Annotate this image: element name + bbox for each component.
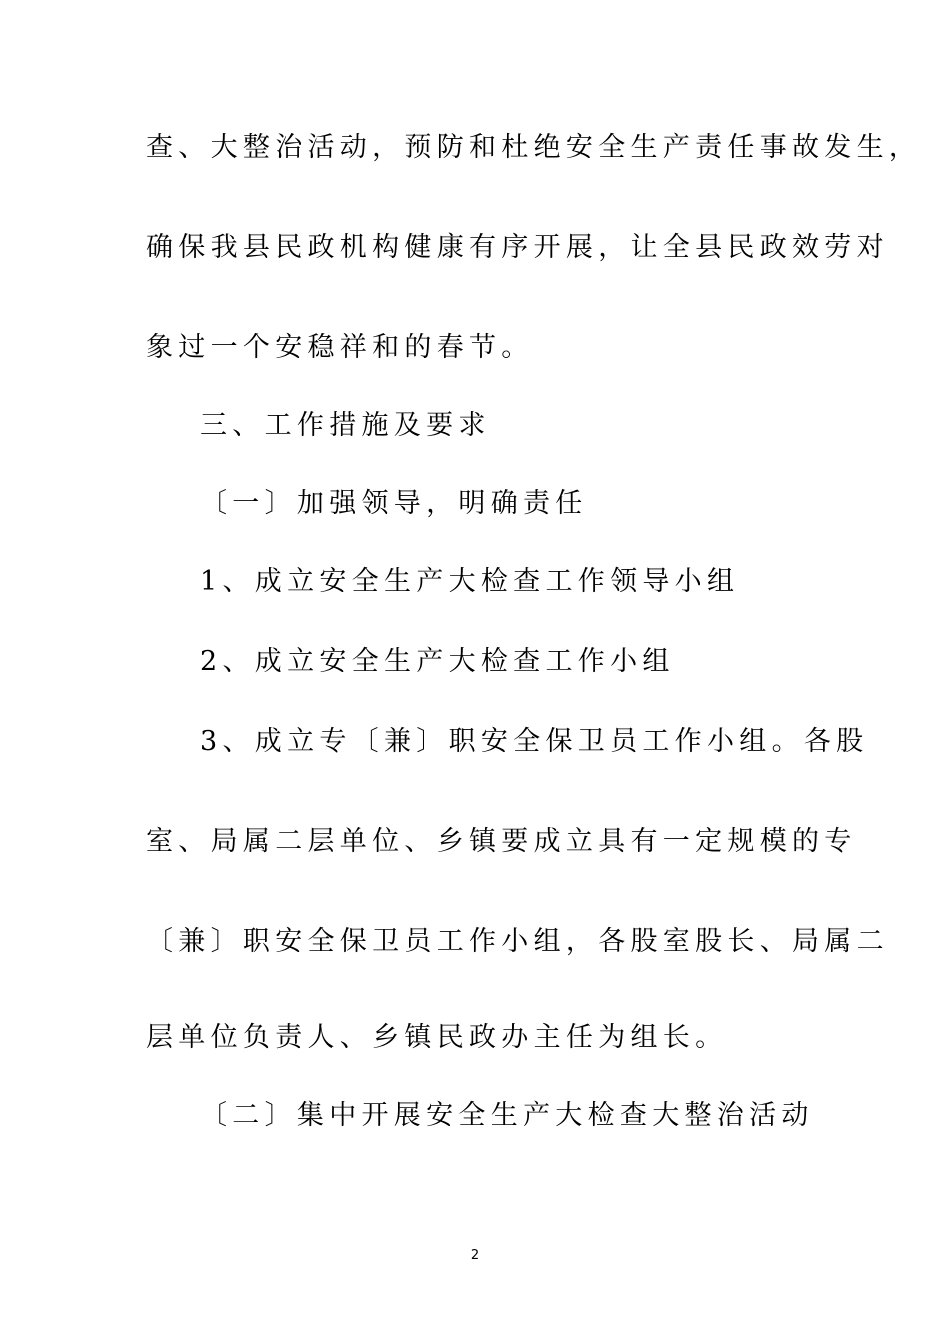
paragraph-line: 查、大整治活动，预防和杜绝安全生产责任事故发生， [146,132,922,163]
paragraph-line: 确保我县民政机构健康有序开展，让全县民政效劳对 [146,232,889,263]
paragraph-line: 室、局属二层单位、乡镇要成立具有一定规模的专 [146,826,857,857]
subsection-heading: 〔一〕加强领导，明确责任 [200,488,588,519]
paragraph-line: 〔兼〕职安全保卫员工作小组，各股室股长、局属二 [146,926,889,957]
list-item: 3、成立专〔兼〕职安全保卫员工作小组。各股 [200,726,869,757]
paragraph-line: 层单位负责人、乡镇民政办主任为组长。 [146,1022,728,1053]
paragraph-line: 象过一个安稳祥和的春节。 [146,332,534,363]
subsection-heading: 〔二〕集中开展安全生产大检查大整治活动 [200,1100,814,1131]
list-item: 1、成立安全生产大检查工作领导小组 [200,566,740,597]
section-heading: 三、工作措施及要求 [200,410,491,441]
list-item: 2、成立安全生产大检查工作小组 [200,646,675,677]
page-number: 2 [470,1248,480,1263]
